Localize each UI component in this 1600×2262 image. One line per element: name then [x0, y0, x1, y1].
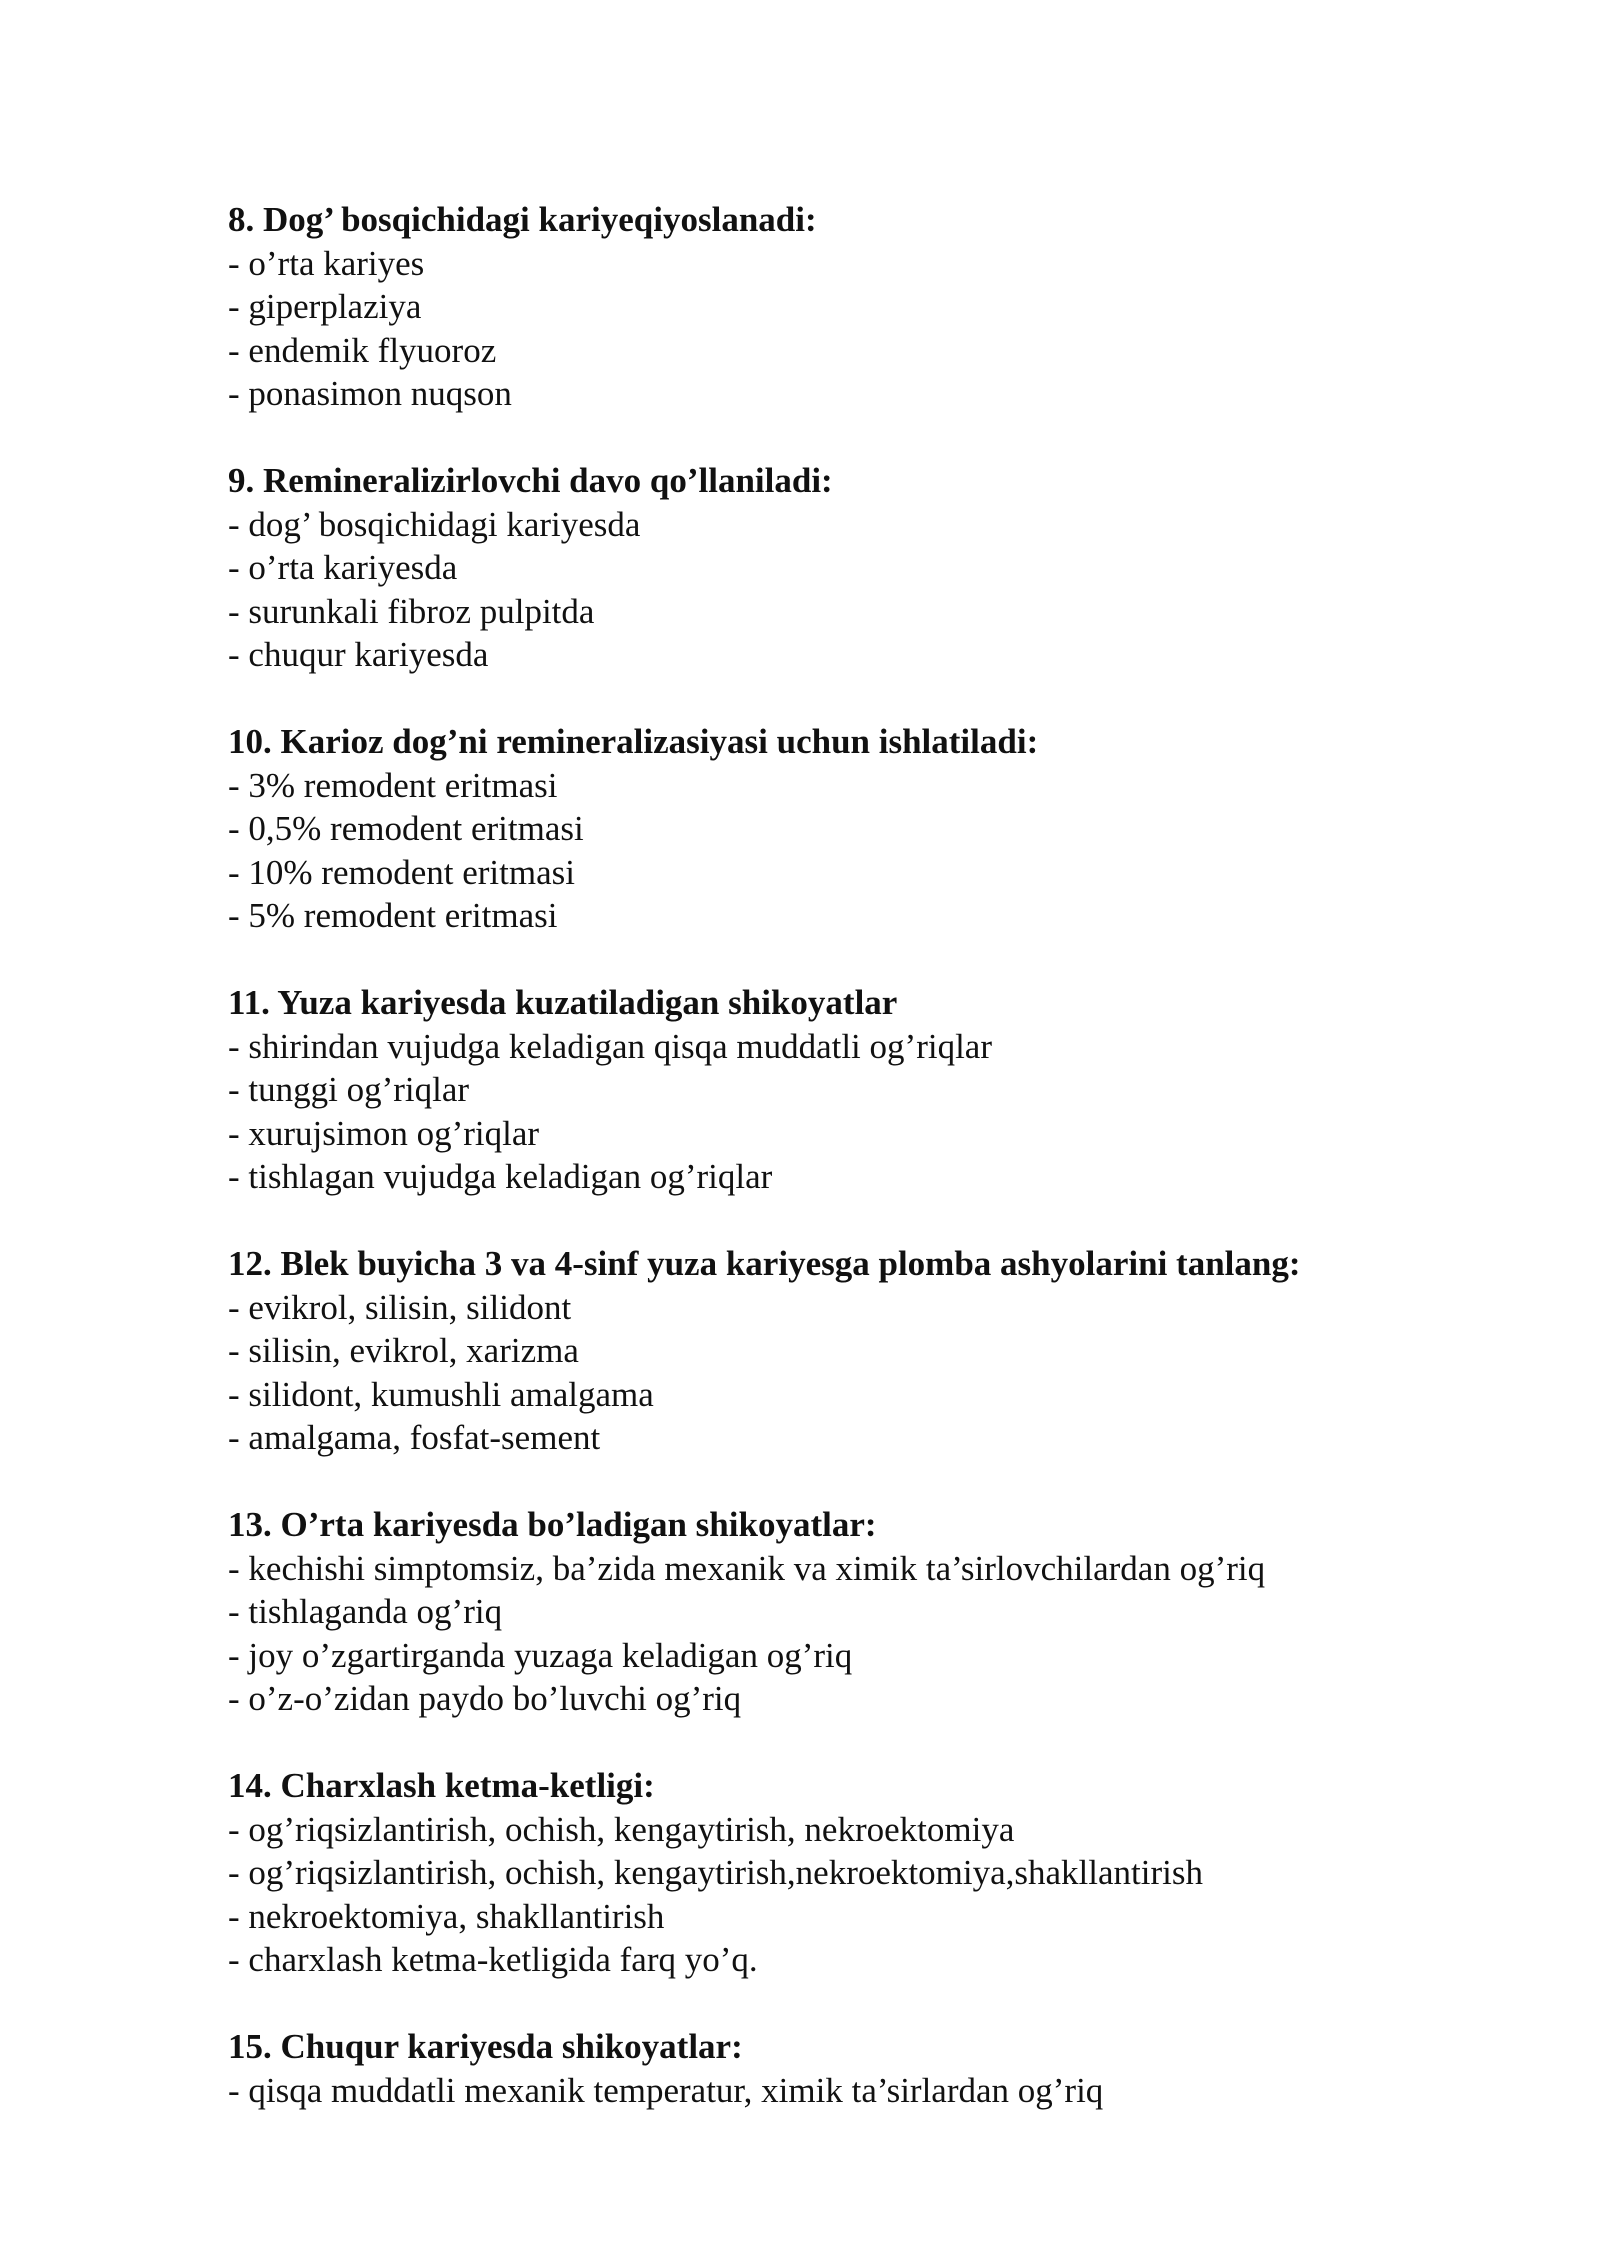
question-12 — [228, 1242, 1478, 1460]
answer-option: - evikrol, silisin, silidont — [228, 1287, 572, 1327]
question-15 — [228, 2025, 1478, 2112]
answer-option: - giperplaziya — [228, 287, 422, 326]
answer-option: - endemik flyuoroz — [228, 330, 497, 370]
answer-option: - nekroektomiya, shakllantirish — [228, 1896, 665, 1936]
answer-option: - charxlash ketma-ketligida farq yo’q. — [228, 1940, 758, 1979]
answer-list — [228, 1808, 1478, 1982]
answer-option: - og’riqsizlantirish, ochish, kengaytirish,nekroektomiya,shakllantirish — [228, 1853, 1203, 1892]
answer-option: - xurujsimon og’riqlar — [228, 1113, 540, 1153]
question-title: 12. Blek buyicha 3 va 4-sinf yuza kariyesga plomba ashyolarini tanlang: — [228, 1244, 1301, 1283]
answer-option: - amalgama, fosfat-sement — [228, 1418, 601, 1457]
answer-option: - dog’ bosqichidagi kariyesda — [228, 504, 641, 544]
answer-option: - shirindan vujudga keladigan qisqa muddatli og’riqlar — [228, 1026, 992, 1066]
question-13 — [228, 1503, 1478, 1721]
question-title: 11. Yuza kariyesda kuzatiladigan shikoyatlar — [228, 983, 898, 1022]
answer-option: - og’riqsizlantirish, ochish, kengaytirish, nekroektomiya — [228, 1809, 1015, 1849]
question-title: 13. O’rta kariyesda bo’ladigan shikoyatlar: — [228, 1505, 877, 1544]
question-8 — [228, 198, 1478, 416]
answer-list — [228, 1286, 1478, 1460]
question-title: 15. Chuqur kariyesda shikoyatlar: — [228, 2027, 743, 2066]
answer-list — [228, 503, 1478, 677]
answer-list — [228, 1547, 1478, 1721]
answer-option: - silisin, evikrol, xarizma — [228, 1331, 579, 1370]
answer-option: - joy o’zgartirganda yuzaga keladigan og’riq — [228, 1635, 853, 1675]
answer-option: - tunggi og’riqlar — [228, 1070, 470, 1109]
answer-option: - surunkali fibroz pulpitda — [228, 591, 595, 631]
question-title: 14. Charxlash ketma-ketligi: — [228, 1766, 655, 1805]
answer-list — [228, 242, 1478, 416]
answer-list — [228, 2069, 1478, 2113]
answer-option: - 10% remodent eritmasi — [228, 852, 575, 892]
answer-option: - tishlaganda og’riq — [228, 1592, 503, 1631]
answer-option: - o’rta kariyesda — [228, 548, 458, 587]
answer-option: - 3% remodent eritmasi — [228, 765, 558, 805]
answer-option: - qisqa muddatli mexanik temperatur, ximik ta’sirlardan og’riq — [228, 2070, 1104, 2110]
answer-option: - ponasimon nuqson — [228, 374, 512, 413]
answer-option: - o’rta kariyes — [228, 243, 425, 283]
answer-option: - tishlagan vujudga keladigan og’riqlar — [228, 1157, 773, 1196]
question-title: 8. Dog’ bosqichidagi kariyeqiyoslanadi: — [228, 200, 817, 239]
answer-list — [228, 1025, 1478, 1199]
answer-option: - 0,5% remodent eritmasi — [228, 809, 584, 848]
answer-option: - o’z-o’zidan paydo bo’luvchi og’riq — [228, 1679, 742, 1718]
answer-option: - kechishi simptomsiz, ba’zida mexanik va ximik ta’sirlovchilardan og’riq — [228, 1548, 1266, 1588]
question-14 — [228, 1764, 1478, 1982]
question-10 — [228, 720, 1478, 938]
answer-list — [228, 764, 1478, 938]
question-11 — [228, 981, 1478, 1199]
answer-option: - 5% remodent eritmasi — [228, 896, 558, 935]
document-page — [228, 198, 1478, 2156]
question-9 — [228, 459, 1478, 677]
answer-option: - chuqur kariyesda — [228, 635, 489, 674]
answer-option: - silidont, kumushli amalgama — [228, 1374, 654, 1414]
question-title: 10. Karioz dog’ni remineralizasiyasi uchun ishlatiladi: — [228, 722, 1039, 761]
question-title: 9. Remineralizirlovchi davo qo’llaniladi: — [228, 461, 833, 500]
